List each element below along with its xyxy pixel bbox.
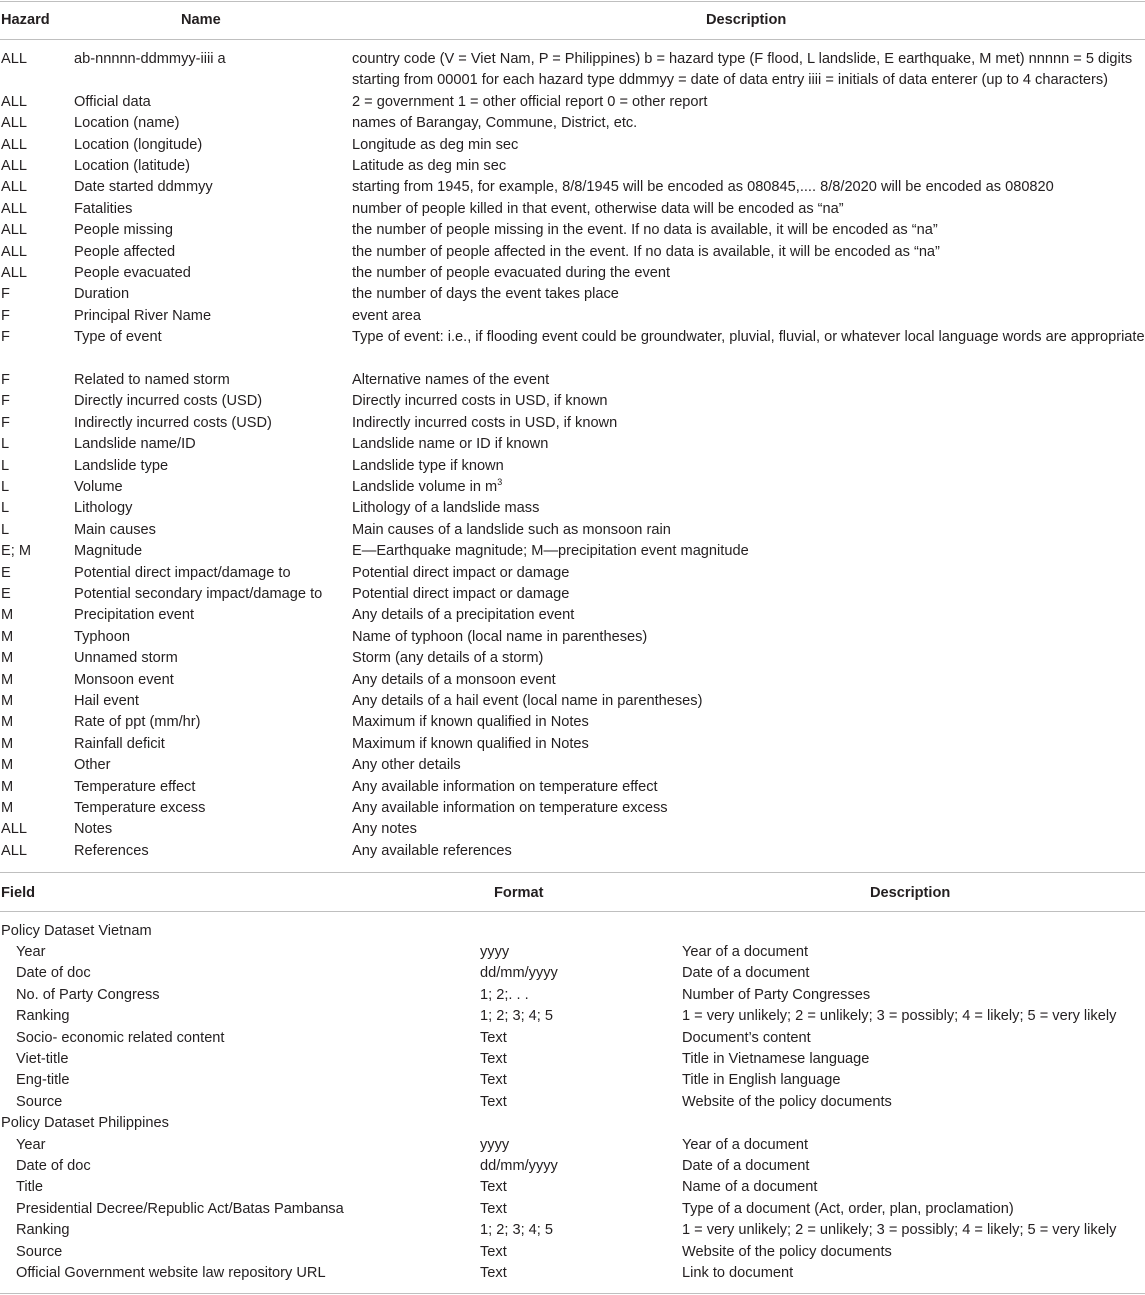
- table2-row-2-field: Date of doc: [16, 965, 91, 982]
- table2-header-rule: [0, 911, 1145, 912]
- table2-row-7-description: Title in English language: [682, 1072, 841, 1089]
- table1-row-9-description: the number of people evacuated during the event: [352, 265, 671, 281]
- table1-row-25-name: Typhoon: [74, 628, 130, 645]
- table1-row-8-name: People affected: [74, 243, 176, 260]
- table1-row-14-hazard: F: [1, 393, 10, 410]
- table2-row-14-description: 1 = very unlikely; 2 = unlikely; 3 = possibly; 4 = likely; 5 = very likely: [682, 1222, 1117, 1239]
- table2-section-9-title: Policy Dataset Philippines: [1, 1115, 169, 1132]
- table1-header-hazard: Hazard: [1, 12, 50, 28]
- table1-row-23-description: Potential direct impact or damage: [352, 586, 570, 602]
- table1-row-8-description: the number of people affected in the event. If no data is available, it will be encoded as “na”: [352, 243, 940, 260]
- table1-row-19-hazard: L: [1, 500, 10, 517]
- table1-row-11-name: Principal River Name: [74, 307, 212, 324]
- table1-row-11-description: event area: [352, 307, 421, 324]
- table2-row-7-field: Eng-title: [16, 1072, 70, 1089]
- table1-row-28-description: Any details of a hail event (local name in parentheses): [352, 693, 703, 709]
- table1-row-21-name: Magnitude: [74, 543, 143, 560]
- table1-row-27-description: Any details of a monsoon event: [352, 671, 556, 688]
- table2-row-12-format: Text: [480, 1179, 507, 1196]
- table2-row-11-field: Date of doc: [16, 1157, 91, 1174]
- table1-row-25-description: Name of typhoon (local name in parentheses): [352, 628, 648, 645]
- table1-row-27-name: Monsoon event: [74, 671, 174, 688]
- table1-row-9-hazard: ALL: [1, 265, 27, 281]
- table1-row-9-name: People evacuated: [74, 265, 191, 281]
- table2-section-0-title: Policy Dataset Vietnam: [1, 922, 152, 939]
- table1-row-22-description: Potential direct impact or damage: [352, 564, 570, 581]
- table2-row-14-format: 1; 2; 3; 4; 5: [480, 1222, 554, 1239]
- table2-row-1-format: yyyy: [480, 943, 510, 960]
- table2-row-7-format: Text: [480, 1072, 507, 1089]
- table1-row-1-hazard: ALL: [1, 93, 27, 110]
- table2-row-11-description: Date of a document: [682, 1157, 810, 1174]
- table1-row-2-description: names of Barangay, Commune, District, etc.: [352, 115, 638, 132]
- table2-row-13-field: Presidential Decree/Republic Act/Batas Pambansa: [16, 1200, 344, 1217]
- table2-row-13-description: Type of a document (Act, order, plan, proclamation): [682, 1200, 1014, 1217]
- table1-row-1-name: Official data: [74, 93, 151, 110]
- table1-row-22-name: Potential direct impact/damage to: [74, 564, 291, 581]
- table1-row-34-hazard: ALL: [1, 821, 27, 838]
- table1-row-24-description: Any details of a precipitation event: [352, 607, 575, 624]
- table2-row-8-format: Text: [480, 1093, 507, 1110]
- table1-row-18-name: Volume: [74, 479, 123, 495]
- table1-row-32-description: Any available information on temperature effect: [352, 778, 658, 795]
- table2-row-13-format: Text: [480, 1200, 507, 1217]
- table1-row-7-name: People missing: [74, 222, 173, 239]
- table2-row-3-description: Number of Party Congresses: [682, 986, 871, 1003]
- table2-row-1-description: Year of a document: [682, 943, 809, 960]
- table1-header-description: Description: [706, 12, 787, 28]
- table2-row-2-format: dd/mm/yyyy: [480, 965, 558, 982]
- table2-row-15-field: Source: [16, 1243, 63, 1260]
- table1-row-12-description: Type of event: i.e., if flooding event could be groundwater, pluvial, fluvial, or whatever local language words are appropriate: [352, 329, 1145, 346]
- table1-row-16-description: Landslide name or ID if known: [352, 436, 549, 453]
- table1-top-rule: [0, 1, 1145, 2]
- table1-row-33-description: Any available information on temperature excess: [352, 800, 668, 816]
- table1-row-32-name: Temperature effect: [74, 778, 196, 795]
- table1-row-0-description: country code (V = Viet Nam, P = Philippines) b = hazard type (F flood, L landslide, E earthquake, M met) nnnnn = 5 digits starting from 00001 for each hazard type ddmmyy = date of data entry iiii = initials of data enterer (up to 4 characters): [352, 51, 1133, 89]
- table1-row-33-hazard: M: [1, 800, 14, 816]
- table1-row-29-hazard: M: [1, 714, 14, 731]
- table1-row-3-name: Location (longitude): [74, 136, 203, 153]
- table2-row-5-format: Text: [480, 1029, 507, 1046]
- table1-row-10-description: the number of days the event takes place: [352, 286, 619, 303]
- table1-row-18-hazard: L: [1, 479, 10, 495]
- table2-row-3-format: 1; 2;. . .: [480, 986, 529, 1003]
- table1-row-35-name: References: [74, 842, 149, 859]
- table2-row-10-field: Year: [16, 1136, 46, 1153]
- table1-row-5-name: Date started ddmmyy: [74, 179, 213, 196]
- table1-row-32-hazard: M: [1, 778, 14, 795]
- table1-header-rule: [0, 39, 1145, 40]
- table1-row-35-hazard: ALL: [1, 842, 27, 859]
- table1-row-13-description: Alternative names of the event: [352, 372, 550, 388]
- table1-row-10-hazard: F: [1, 286, 10, 303]
- table1-row-16-name: Landslide name/ID: [74, 436, 196, 453]
- table1-row-3-hazard: ALL: [1, 136, 27, 153]
- table1-row-8-hazard: ALL: [1, 243, 27, 260]
- table1-row-34-name: Notes: [74, 821, 113, 838]
- table2-row-8-description: Website of the policy documents: [682, 1093, 892, 1110]
- table1-row-4-description: Latitude as deg min sec: [352, 158, 507, 174]
- table1-row-18-description: Landslide volume in $m^3$: [352, 477, 503, 495]
- table2-row-4-description: 1 = very unlikely; 2 = unlikely; 3 = possibly; 4 = likely; 5 = very likely: [682, 1008, 1117, 1025]
- table1-row-17-hazard: L: [1, 457, 10, 474]
- table1-row-2-name: Location (name): [74, 115, 180, 132]
- table1-row-15-hazard: F: [1, 414, 10, 431]
- table1-row-26-name: Unnamed storm: [74, 650, 178, 667]
- table1-row-23-hazard: E: [1, 586, 11, 602]
- table1-bottom-rule: [0, 872, 1145, 873]
- table2-row-12-field: Title: [16, 1179, 44, 1196]
- table2-header-format: Format: [494, 885, 544, 901]
- table1-row-14-description: Directly incurred costs in USD, if known: [352, 393, 608, 410]
- table1-row-13-hazard: F: [1, 372, 10, 388]
- table1-row-23-name: Potential secondary impact/damage to: [74, 586, 323, 602]
- table1-row-28-name: Hail event: [74, 693, 139, 709]
- table1-row-19-name: Lithology: [74, 500, 133, 517]
- table1-header-name: Name: [181, 12, 221, 28]
- table2-header-description: Description: [870, 885, 951, 901]
- table1-row-35-description: Any available references: [352, 842, 512, 859]
- table1-row-3-description: Longitude as deg min sec: [352, 136, 519, 153]
- table1-row-29-description: Maximum if known qualified in Notes: [352, 714, 589, 731]
- table1-row-15-name: Indirectly incurred costs (USD): [74, 414, 272, 431]
- table1-row-6-hazard: ALL: [1, 200, 27, 217]
- table1-row-24-name: Precipitation event: [74, 607, 195, 624]
- table2-row-15-description: Website of the policy documents: [682, 1243, 892, 1260]
- table1-row-20-name: Main causes: [74, 521, 156, 538]
- table1-row-13-name: Related to named storm: [74, 372, 230, 388]
- table1-row-28-hazard: M: [1, 693, 14, 709]
- table1-row-5-hazard: ALL: [1, 179, 27, 196]
- table1-row-15-description: Indirectly incurred costs in USD, if known: [352, 414, 618, 431]
- table1-row-14-name: Directly incurred costs (USD): [74, 393, 263, 410]
- table1-row-24-hazard: M: [1, 607, 14, 624]
- table1-row-4-name: Location (latitude): [74, 158, 191, 174]
- table1-row-21-description: E—Earthquake magnitude; M—precipitation event magnitude: [352, 543, 749, 560]
- table1-row-5-description: starting from 1945, for example, 8/8/1945 will be encoded as 080845,.... 8/8/2020 will be encoded as 080820: [352, 179, 1054, 196]
- table2-bottom-rule: [0, 1293, 1145, 1294]
- table1-row-34-description: Any notes: [352, 821, 417, 838]
- table2-row-6-format: Text: [480, 1050, 507, 1067]
- table2-row-1-field: Year: [16, 943, 46, 960]
- table2-row-5-description: Document’s content: [682, 1029, 811, 1046]
- table1-row-17-name: Landslide type: [74, 457, 169, 474]
- table1-row-2-hazard: ALL: [1, 115, 27, 132]
- table1-row-12-hazard: F: [1, 329, 10, 346]
- table1-row-18-description-superscript: 3: [497, 477, 503, 487]
- table1-row-20-description: Main causes of a landslide such as monsoon rain: [352, 521, 671, 538]
- table1-row-16-hazard: L: [1, 436, 10, 453]
- table1-row-21-hazard: E; M: [1, 543, 31, 560]
- table2-row-11-format: dd/mm/yyyy: [480, 1157, 558, 1174]
- table1-row-31-hazard: M: [1, 757, 14, 774]
- table2-row-4-field: Ranking: [16, 1008, 70, 1025]
- table2-header-field: Field: [1, 885, 36, 901]
- table1-row-30-name: Rainfall deficit: [74, 735, 165, 752]
- table1-row-1-description: 2 = government 1 = other official report 0 = other report: [352, 93, 708, 110]
- table1-row-7-hazard: ALL: [1, 222, 27, 239]
- table1-row-19-description: Lithology of a landslide mass: [352, 500, 540, 517]
- table1-row-10-name: Duration: [74, 286, 130, 303]
- table1-row-27-hazard: M: [1, 671, 14, 688]
- table1-row-6-name: Fatalities: [74, 200, 133, 217]
- table1-row-12-name: Type of event: [74, 329, 162, 346]
- table1-row-11-hazard: F: [1, 307, 10, 324]
- table2-row-5-field: Socio- economic related content: [16, 1029, 225, 1046]
- table2-row-4-format: 1; 2; 3; 4; 5: [480, 1008, 554, 1025]
- table1-row-20-hazard: L: [1, 521, 10, 538]
- table1-row-7-description: the number of people missing in the event. If no data is available, it will be encoded as “na”: [352, 222, 938, 239]
- table1-row-33-name: Temperature excess: [74, 800, 206, 816]
- table1-row-26-hazard: M: [1, 650, 14, 667]
- table1-row-25-hazard: M: [1, 628, 14, 645]
- table1-row-22-hazard: E: [1, 564, 11, 581]
- table2-row-12-description: Name of a document: [682, 1179, 818, 1196]
- table2-row-10-format: yyyy: [480, 1136, 510, 1153]
- table1-row-6-description: number of people killed in that event, otherwise data will be encoded as “na”: [352, 200, 844, 217]
- table2-row-6-field: Viet-title: [16, 1050, 69, 1067]
- table2-row-14-field: Ranking: [16, 1222, 70, 1239]
- table2-row-3-field: No. of Party Congress: [16, 986, 160, 1003]
- table1-row-31-name: Other: [74, 757, 111, 774]
- table2-row-16-format: Text: [480, 1264, 507, 1281]
- table2-row-2-description: Date of a document: [682, 965, 810, 982]
- table2-row-8-field: Source: [16, 1093, 63, 1110]
- table1-row-30-description: Maximum if known qualified in Notes: [352, 735, 589, 752]
- table1-row-29-name: Rate of ppt (mm/hr): [74, 714, 201, 731]
- table1-row-0-hazard: ALL: [1, 51, 27, 67]
- table1-row-17-description: Landslide type if known: [352, 457, 504, 474]
- table1-row-4-hazard: ALL: [1, 158, 27, 174]
- table2-row-16-field: Official Government website law repository URL: [16, 1264, 326, 1281]
- table1-row-0-name: ab-nnnnn-ddmmyy-iiii a: [74, 51, 226, 67]
- table2-row-16-description: Link to document: [682, 1264, 794, 1281]
- table1-row-26-description: Storm (any details of a storm): [352, 650, 544, 667]
- table1-row-31-description: Any other details: [352, 757, 461, 774]
- table2-row-6-description: Title in Vietnamese language: [682, 1050, 870, 1067]
- table2-row-10-description: Year of a document: [682, 1136, 809, 1153]
- table1-row-30-hazard: M: [1, 735, 14, 752]
- table2-row-15-format: Text: [480, 1243, 507, 1260]
